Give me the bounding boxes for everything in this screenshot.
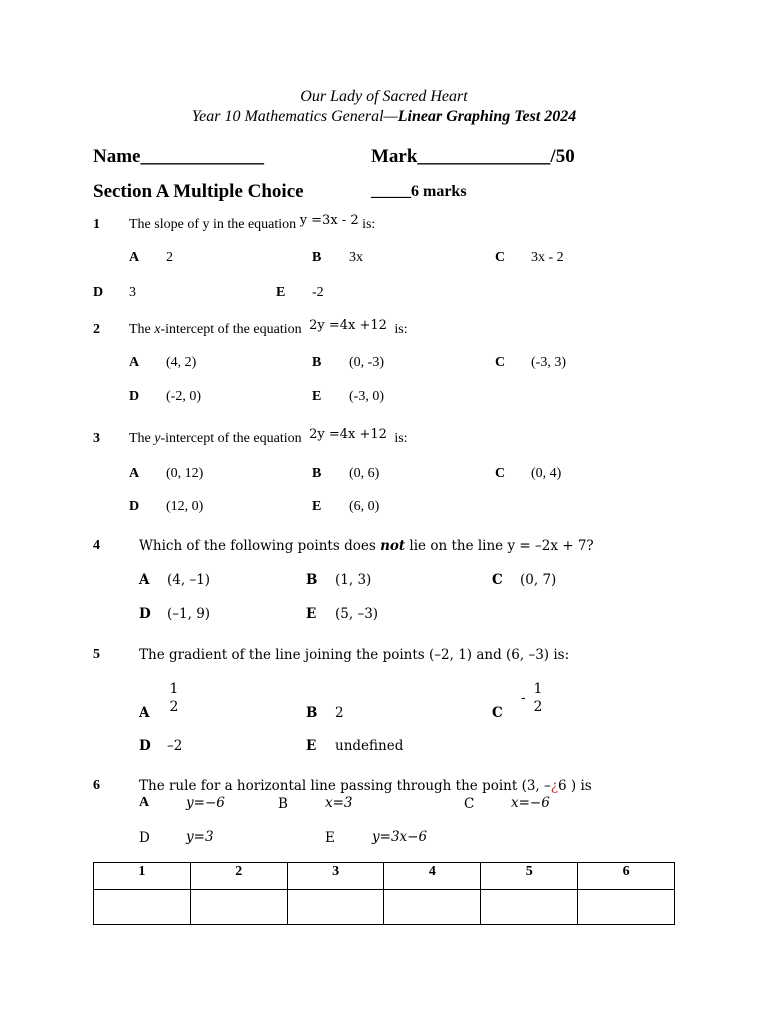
section-marks: _____6 marks	[371, 183, 467, 200]
q1-option-c-letter: C	[495, 250, 506, 265]
q1-option-c-value: 3x - 2	[531, 250, 564, 265]
q3-option-a-letter: A	[129, 466, 140, 481]
name-field: Name_____________	[93, 146, 264, 167]
q5-option-c-fraction: 1 2	[533, 681, 543, 715]
q3-option-b-letter: B	[312, 466, 322, 481]
q3-option-e-letter: E	[312, 499, 322, 514]
q6-option-b-letter: B	[278, 796, 288, 812]
q2-option-c-value: (-3, 3)	[531, 355, 566, 370]
q2-option-e-value: (-3, 0)	[349, 389, 384, 404]
q3-option-c-letter: C	[495, 466, 506, 481]
course-line	[0, 108, 768, 126]
q6-option-a-letter: A	[139, 795, 150, 810]
q2-option-e-letter: E	[312, 389, 322, 404]
q6-option-e-value: y=3x−6	[372, 829, 428, 845]
q4-option-d-value: (–1, 9)	[167, 606, 211, 622]
answer-cell[interactable]	[481, 890, 578, 925]
q4-option-e-letter: E	[306, 606, 317, 622]
q2-option-d-letter: D	[129, 389, 140, 404]
q6-option-b-value: x=3	[325, 795, 353, 811]
q4-option-a-value: (4, –1)	[167, 572, 211, 588]
answer-header-cell: 3	[287, 863, 384, 890]
test-title: Linear Graphing Test 2024	[397, 108, 577, 125]
q5-option-a-letter: A	[139, 705, 150, 721]
answer-cell[interactable]	[578, 890, 675, 925]
q1-option-d-value: 3	[129, 285, 136, 300]
q4-option-e-value: (5, –3)	[335, 606, 379, 622]
answer-header-cell: 4	[384, 863, 481, 890]
question-3-equation: 2y =4x +12	[309, 427, 387, 442]
q5-option-b-letter: B	[306, 705, 318, 721]
q2-option-a-value: (4, 2)	[166, 355, 197, 370]
q4-option-a-letter: A	[139, 572, 150, 588]
q3-option-d-value: (12, 0)	[166, 499, 204, 514]
q2-option-d-value: (-2, 0)	[166, 389, 201, 404]
q5-option-c-letter: C	[492, 705, 503, 721]
mark-field: Mark______________/50	[371, 146, 575, 167]
answer-cell[interactable]	[190, 890, 287, 925]
answer-header-cell: 1	[94, 863, 191, 890]
section-title: Section A Multiple Choice	[93, 181, 304, 202]
q2-option-a-letter: A	[129, 355, 140, 370]
q1-option-b-letter: B	[312, 250, 322, 265]
q1-option-d-letter: D	[93, 285, 104, 300]
q2-option-c-letter: C	[495, 355, 506, 370]
question-1-equation: y =3x - 2	[299, 213, 359, 228]
answer-cell[interactable]	[94, 890, 191, 925]
answer-header-cell: 2	[190, 863, 287, 890]
question-2-text: The x-intercept of the equation 2y =4x +12 is:	[129, 318, 408, 337]
q5-option-b-value: 2	[335, 705, 344, 721]
q6-option-c-value: x=−6	[511, 795, 550, 811]
question-4-text: Which of the following points does not lie on the line y = –2x + 7?	[139, 538, 594, 554]
answer-table-answer-row	[94, 890, 675, 925]
q5-option-e-letter: E	[306, 738, 317, 754]
answer-header-cell: 5	[481, 863, 578, 890]
q1-option-e-letter: E	[276, 285, 286, 300]
question-5-text: The gradient of the line joining the points (–2, 1) and (6, –3) is:	[139, 647, 570, 663]
question-4-number: 4	[93, 538, 100, 553]
q6-option-d-letter: D	[139, 830, 150, 846]
question-6-number: 6	[93, 778, 100, 793]
q3-option-e-value: (6, 0)	[349, 499, 380, 514]
q3-option-a-value: (0, 12)	[166, 466, 204, 481]
q2-option-b-value: (0, -3)	[349, 355, 384, 370]
q1-option-a-letter: A	[129, 250, 140, 265]
q3-option-b-value: (0, 6)	[349, 466, 380, 481]
q1-option-a-value: 2	[166, 250, 173, 265]
answer-cell[interactable]	[384, 890, 481, 925]
q5-option-a-fraction: 1 2	[169, 681, 179, 715]
q4-option-c-value: (0, 7)	[520, 572, 557, 588]
q3-option-c-value: (0, 4)	[531, 466, 562, 481]
answer-cell[interactable]	[287, 890, 384, 925]
q6-option-a-value: y=−6	[186, 795, 225, 811]
question-3-number: 3	[93, 431, 100, 446]
q1-option-b-value: 3x	[349, 250, 363, 265]
question-2-equation: 2y =4x +12	[309, 318, 387, 333]
q2-option-b-letter: B	[312, 355, 322, 370]
question-5-number: 5	[93, 647, 100, 662]
question-2-number: 2	[93, 322, 100, 337]
question-1-text: The slope of y in the equation y =3x - 2 is:	[129, 213, 376, 232]
course-prefix: Year 10 Mathematics General—	[191, 108, 398, 125]
q6-option-c-letter: C	[464, 796, 475, 812]
q3-option-d-letter: D	[129, 499, 140, 514]
q6-option-e-letter: E	[325, 830, 335, 846]
q5-option-c-sign: -	[521, 690, 526, 706]
q4-option-b-value: (1, 3)	[335, 572, 372, 588]
answer-table-header-row	[94, 863, 675, 890]
answer-table	[93, 862, 675, 925]
question-6-text: The rule for a horizontal line passing through the point (3, –¿6 ) is	[139, 778, 592, 794]
question-1-number: 1	[93, 217, 100, 232]
q6-option-d-value: y=3	[186, 829, 214, 845]
q4-option-b-letter: B	[306, 572, 318, 588]
q5-option-e-value: undefined	[335, 738, 404, 754]
question-3-text: The y-intercept of the equation 2y =4x +12 is:	[129, 427, 408, 446]
q5-option-d-value: –2	[167, 738, 183, 754]
q5-option-d-letter: D	[139, 738, 151, 754]
q4-option-d-letter: D	[139, 606, 151, 622]
school-name: Our Lady of Sacred Heart	[300, 88, 468, 105]
q1-option-e-value: -2	[312, 285, 324, 300]
answer-header-cell: 6	[578, 863, 675, 890]
q4-option-c-letter: C	[492, 572, 503, 588]
